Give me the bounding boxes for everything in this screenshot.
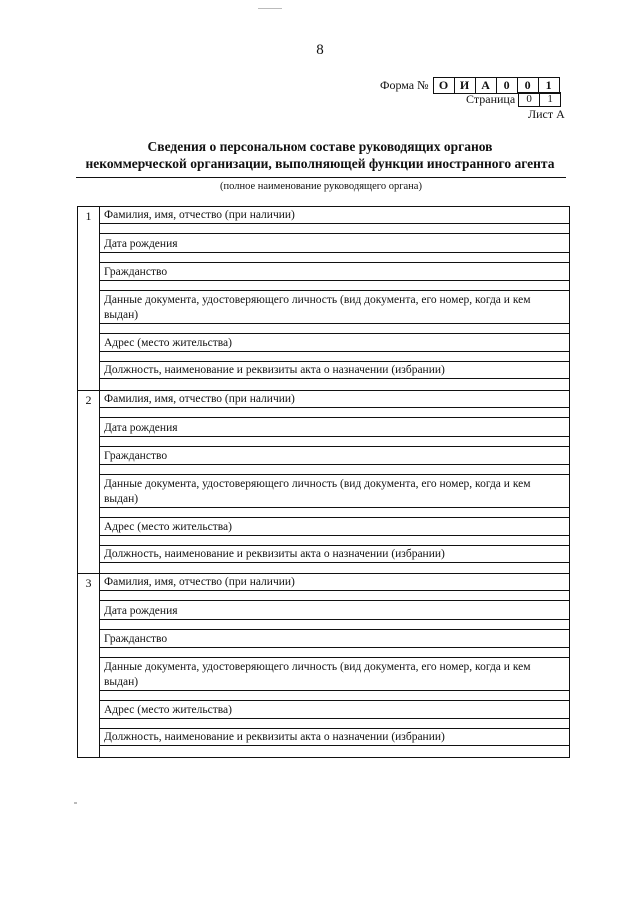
underline: [99, 690, 569, 691]
underline: [99, 323, 569, 324]
id-document-entry-line[interactable]: [99, 333, 569, 334]
form-code-cell: 0: [517, 78, 538, 93]
underline: [99, 718, 569, 719]
underline: [99, 436, 569, 437]
position-label: Должность, наименование и реквизиты акта о назначении (избрании): [104, 731, 445, 743]
page-code-boxes: [518, 92, 561, 107]
citizenship-entry-line[interactable]: [99, 290, 569, 291]
id-document-label-line: выдан): [104, 493, 139, 505]
birth-date-entry-line[interactable]: [99, 446, 569, 447]
form-code-cell: 0: [496, 78, 517, 93]
address-entry-line[interactable]: [99, 361, 569, 362]
name-entry-line[interactable]: [99, 233, 569, 234]
id-document-entry-line[interactable]: [99, 517, 569, 518]
underline: [99, 647, 569, 648]
name-entry-line[interactable]: [99, 600, 569, 601]
title-line: некоммерческой организации, выполняющей функции иностранного агента: [85, 156, 555, 171]
birth-date-entry-line[interactable]: [99, 262, 569, 263]
underline: [99, 535, 569, 536]
name-label: Фамилия, имя, отчество (при наличии): [104, 393, 295, 405]
underline: [99, 745, 569, 746]
address-entry-line[interactable]: [99, 545, 569, 546]
row-number: 3: [85, 576, 92, 590]
row-number: 2: [85, 393, 92, 407]
member-section-3: [78, 574, 569, 757]
id-document-label-line: выдан): [104, 676, 139, 688]
birth-date-label: Дата рождения: [104, 238, 178, 250]
citizenship-label: Гражданство: [104, 450, 168, 462]
page-code-cell: 0: [526, 93, 532, 105]
form-code-cell: О: [438, 77, 449, 92]
underline: [99, 351, 569, 352]
birth-date-label: Дата рождения: [104, 422, 178, 434]
form-code-cell: И: [454, 78, 475, 93]
page-number: 8: [316, 42, 324, 58]
underline: [99, 252, 569, 253]
address-entry-line[interactable]: [99, 728, 569, 729]
underline: [99, 619, 569, 620]
body-name-caption: (полное наименование руководящего органа): [220, 181, 422, 192]
birth-date-label: Дата рождения: [104, 605, 178, 617]
member-section-1: [78, 207, 569, 390]
citizenship-label: Гражданство: [104, 633, 168, 645]
id-document-label: [104, 293, 554, 323]
name-label: Фамилия, имя, отчество (при наличии): [104, 576, 295, 588]
scan-speck: [258, 8, 282, 9]
id-document-label-line: Данные документа, удостоверяющего личность (вид документа, его номер, когда и кем: [104, 478, 531, 490]
page-code-row: [466, 92, 561, 107]
address-label: Адрес (место жительства): [104, 704, 232, 716]
citizenship-entry-line[interactable]: [99, 474, 569, 475]
form-number-label: Форма №: [380, 77, 429, 92]
position-label: Должность, наименование и реквизиты акта о назначении (избрании): [104, 364, 445, 376]
underline: [99, 464, 569, 465]
underline: [99, 507, 569, 508]
form-code-boxes: [433, 77, 560, 94]
name-label: Фамилия, имя, отчество (при наличии): [104, 209, 295, 221]
form-number-row: [380, 77, 560, 93]
id-document-entry-line[interactable]: [99, 700, 569, 701]
position-label: Должность, наименование и реквизиты акта о назначении (избрании): [104, 548, 445, 560]
page-code-label: Страница: [466, 92, 516, 106]
name-entry-line[interactable]: [99, 417, 569, 418]
sheet-label: Лист А: [528, 107, 565, 121]
address-label: Адрес (место жительства): [104, 337, 232, 349]
document-title: [60, 138, 580, 172]
underline: [99, 590, 569, 591]
citizenship-entry-line[interactable]: [99, 657, 569, 658]
body-name-line: [76, 177, 566, 178]
page-code-cell: 1: [539, 93, 560, 106]
form-code-cell: А: [475, 78, 496, 93]
underline: [99, 378, 569, 379]
underline: [99, 407, 569, 408]
id-document-label-line: Данные документа, удостоверяющего личность (вид документа, его номер, когда и кем: [104, 661, 531, 673]
underline: [99, 280, 569, 281]
citizenship-label: Гражданство: [104, 266, 168, 278]
underline: [99, 562, 569, 563]
members-table: [77, 206, 570, 758]
form-code-cell: 1: [538, 78, 559, 93]
member-section-2: [78, 391, 569, 573]
scan-speck: [74, 802, 77, 804]
row-number: 1: [85, 209, 92, 223]
id-document-label-line: Данные документа, удостоверяющего личность (вид документа, его номер, когда и кем: [104, 294, 531, 306]
address-label: Адрес (место жительства): [104, 521, 232, 533]
underline: [99, 223, 569, 224]
id-document-label-line: выдан): [104, 309, 139, 321]
title-line: Сведения о персональном составе руководящих органов: [147, 139, 493, 154]
birth-date-entry-line[interactable]: [99, 629, 569, 630]
id-document-label: [104, 660, 554, 690]
id-document-label: [104, 477, 554, 507]
